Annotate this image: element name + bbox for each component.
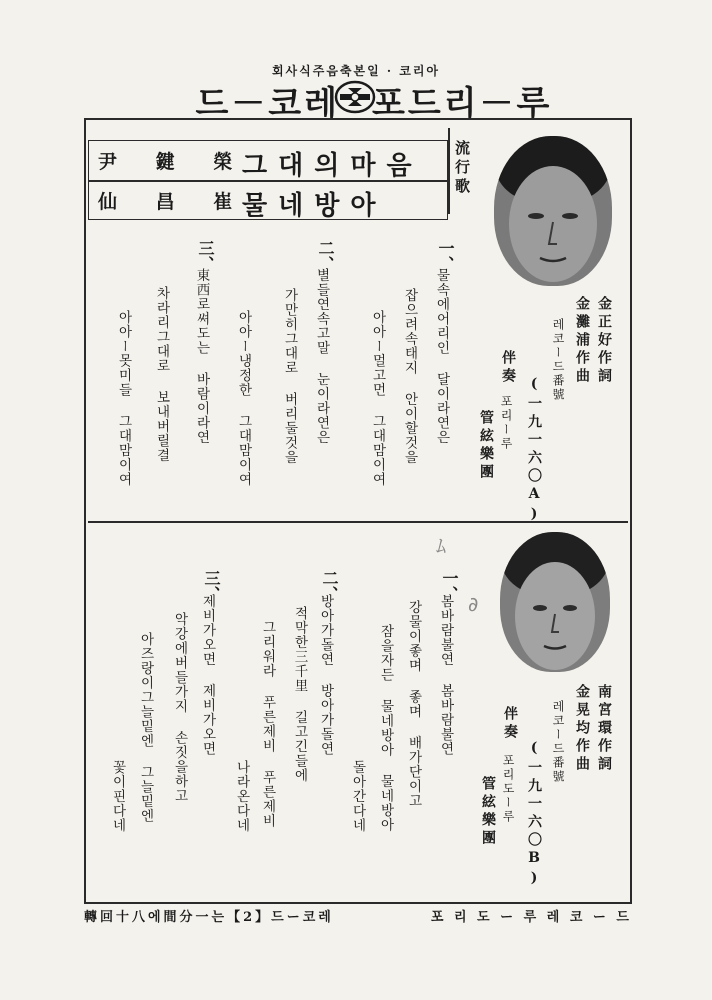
song-2-verse-2-line-2: 적막한三千里 길고긴들에: [291, 606, 308, 783]
genre-divider: [448, 128, 450, 214]
song-2-verse-3-line-2: 악강에버들가지 손짓을하고: [171, 612, 188, 803]
pencil-mark: ﾑ: [436, 534, 446, 558]
song-1-orchestra: 管絃樂團: [478, 410, 494, 482]
song-2-verse-3-line-1: 제비가오면 제비가오면: [199, 594, 216, 756]
genre-label: 流行歌: [453, 140, 471, 197]
song-2-verse-1-line-4: 돌아간다네: [349, 760, 366, 833]
song-1-verse-3-num: 三、: [196, 240, 215, 272]
song-2-accompaniment-label: 포리도ー루: [501, 754, 515, 824]
song-2-orchestra: 管絃樂團: [480, 776, 496, 848]
footer-left: 轉回十八에間分一는【2】드ー코레: [84, 910, 334, 925]
song-1-verse-3-line-2: 차라리그대로 보내버릴결: [153, 286, 170, 463]
song-1-music-credit: 金灘浦作曲: [574, 296, 590, 386]
song-1-verse-1-num: 一、: [436, 240, 455, 272]
brand-left: 드－코레: [195, 84, 340, 124]
song-1-record-label: 레코ー드番號: [551, 318, 565, 402]
song-1-accompaniment: 伴奏: [500, 350, 516, 386]
song-1-verse-2-num: 二、: [316, 240, 335, 272]
composer-portrait-2: [500, 532, 610, 672]
song-2-title: 물네방아: [242, 191, 387, 221]
song-2-verse-2-line-4: 나라온다네: [233, 760, 250, 833]
song-1-verse-2-line-3: 아아ー냉정한 그대맘이여: [235, 310, 252, 487]
footer-right: 포 리 도 ー 루 레 코 ー 드: [430, 910, 632, 925]
song-1-accompaniment-label: 포리ー루: [499, 395, 513, 451]
song-2-verse-3-line-3: 아즈랑이그늘밑엔 그늘밑엔: [137, 632, 154, 823]
song-2-verse-3-num: 三、: [202, 570, 221, 602]
song-2-lyricist: 仙 昌 崔: [98, 191, 249, 213]
section-divider: [88, 521, 628, 523]
song-2-lyric-credit: 南宮環作詞: [596, 684, 612, 774]
song-1-title: 그대의마음: [242, 151, 423, 181]
song-2-music-credit: 金晃均作曲: [574, 684, 590, 774]
song-1-verse-1-line-1: 물속에어리인 달이라연은: [433, 268, 450, 445]
song-2-verse-1-line-1: 봄바람불연 봄바람불연: [437, 594, 454, 756]
song-1-lyricist: 尹 鍵 榮: [98, 151, 249, 173]
song-1-verse-2-line-2: 가만히그대로 버리둘것을: [281, 288, 298, 465]
footer-bar: [84, 906, 632, 925]
song-1-record-number: (一九一六〇A): [526, 376, 542, 526]
song-2-verse-2-num: 二、: [320, 570, 339, 602]
song-2-verse-3-line-4: 꽃이핀다네: [109, 760, 126, 833]
song-2-accompaniment: 伴奏: [502, 706, 518, 742]
song-1-verse-2-line-1: 별들연속고말 눈이라연은: [313, 268, 330, 445]
song-2-record-number: (一九一六〇B): [526, 740, 542, 890]
song-1-verse-3-line-1: 東西로쎠도는 바람이라연: [193, 268, 210, 445]
header-caption: 회사식주음축본일 · 코리아: [271, 64, 441, 78]
song-2-verse-2-line-3: 그리워라 푸른제비 푸른제비: [259, 620, 276, 828]
brand-right: 포드리－루: [372, 84, 553, 124]
song-1-verse-3-line-3: 아아ー못미들 그대맘이여: [115, 310, 132, 487]
composer-portrait-1: [494, 136, 612, 286]
polydor-logo-icon: [334, 80, 376, 114]
song-2-verse-1-line-3: 잠을자든 물네방아 물네방아: [377, 624, 394, 832]
song-1-lyric-credit: 金正好作詞: [596, 296, 612, 386]
song-2-verse-1-line-2: 강물이좋며 좋며 배가단이고: [405, 600, 422, 808]
pencil-mark: ∂: [468, 592, 479, 616]
song-2-verse-1-num: 一、: [440, 570, 459, 602]
song-1-verse-1-line-2: 잡으려속태지 안이할것을: [401, 288, 418, 465]
song-1-verse-1-line-3: 아아ー멀고먼 그대맘이여: [369, 310, 386, 487]
song-2-verse-2-line-1: 방아가돌연 방아가돌연: [317, 594, 334, 756]
song-2-record-label: 레코ー드番號: [551, 700, 565, 784]
